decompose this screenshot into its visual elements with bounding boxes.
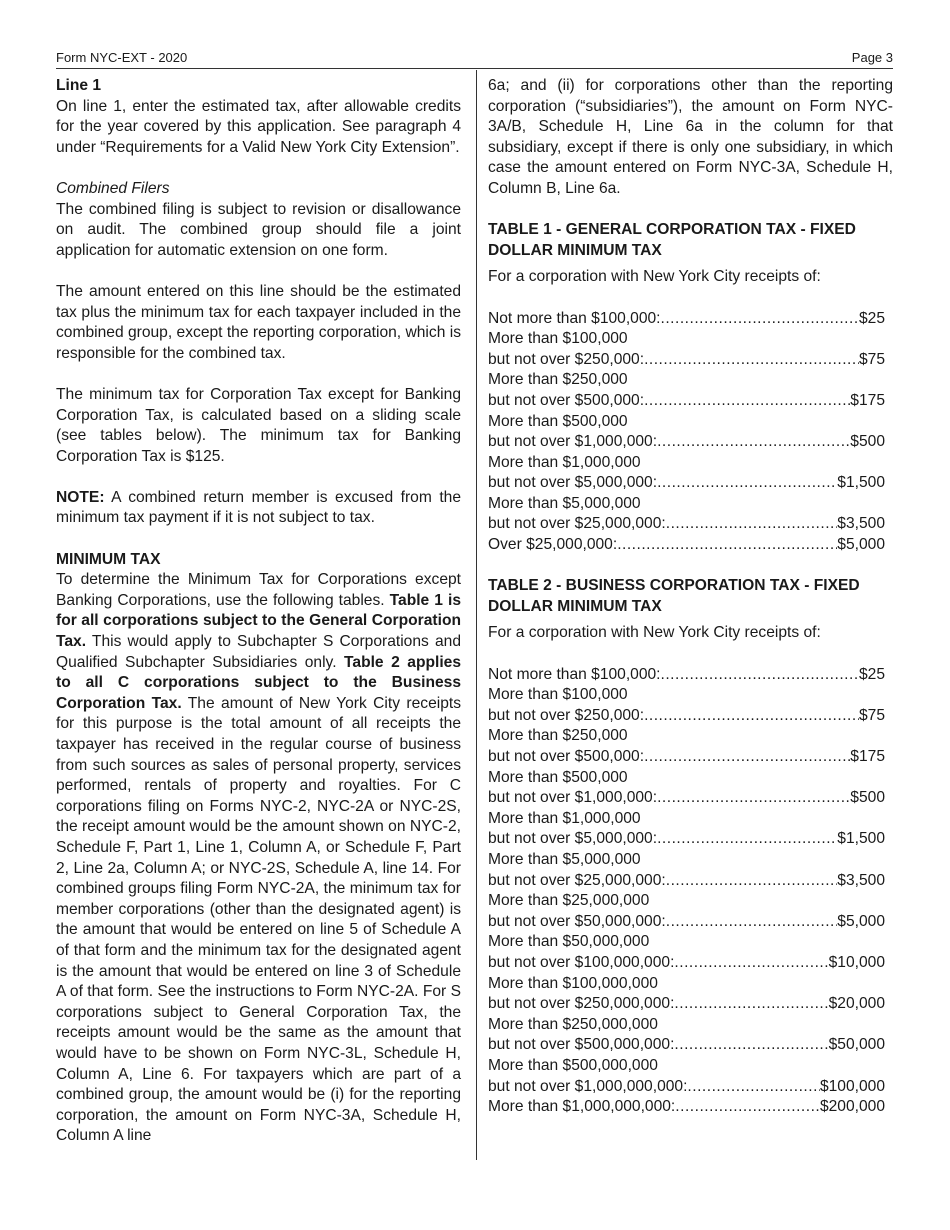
table2-row: [488, 912, 885, 933]
combined-filers-text: The combined filing is subject to revision or disallowance on audit. The combined group should file a joint application for automatic extension on one form.: [56, 200, 461, 259]
table2-row-label: but not over $50,000,000:: [488, 912, 666, 930]
table1-intro: For a corporation with New York City receipts of:: [488, 268, 821, 286]
minimum-tax-heading: MINIMUM TAX: [56, 550, 161, 568]
table2-row-value: $500: [850, 789, 885, 807]
dot-leader: [674, 994, 828, 1015]
table1-row-value: $1,500: [837, 474, 885, 492]
table2-row-value: $100,000: [819, 1077, 885, 1095]
mintax-part2: This would apply to Subchapter S Corporations and Qualified Subchapter Subsidiaries only.: [56, 633, 461, 671]
table2-row: [488, 953, 885, 974]
table2-range-start: More than $500,000,000: [488, 1056, 658, 1074]
note-label: NOTE:: [56, 488, 105, 506]
form-id: Form NYC-EXT - 2020: [56, 50, 188, 65]
table1-range-start: More than $500,000: [488, 412, 628, 430]
table2-range-start: More than $1,000,000: [488, 809, 641, 827]
table1-row-value: $500: [850, 433, 885, 451]
table2-row-value: $75: [858, 706, 885, 724]
table2-row-value: $10,000: [828, 953, 885, 971]
dot-leader: [674, 953, 828, 974]
amount-paragraph: The amount entered on this line should be the estimated tax plus the minimum tax for each taxpayer included in the combined group, except the reporting corporation, which is responsible for the combined tax.: [56, 282, 461, 362]
dot-leader: [617, 535, 837, 556]
table2-row-label: but not over $250,000,000:: [488, 995, 675, 1013]
table1-row-value: $175: [850, 391, 885, 409]
table2-row-value: $5,000: [837, 912, 885, 930]
table2-row-value: $1,500: [837, 830, 885, 848]
table1-range-start: More than $1,000,000: [488, 453, 641, 471]
table1-row: [488, 535, 885, 556]
dot-leader: [644, 706, 859, 727]
left-column: [56, 76, 461, 1147]
table2-row-value: $3,500: [837, 871, 885, 889]
table1-row-value: $75: [858, 350, 885, 368]
table1-row-label: but not over $500,000:: [488, 391, 645, 409]
table1-row: [488, 391, 885, 412]
table2-row-value: $20,000: [828, 995, 885, 1013]
table2-row-label: but not over $100,000,000:: [488, 953, 675, 971]
table2-range-start: More than $250,000,000: [488, 1015, 658, 1033]
dot-leader: [657, 788, 850, 809]
table2-row-value: $175: [850, 748, 885, 765]
table2-title: TABLE 2 - BUSINESS CORPORATION TAX - FIXED DOLLAR MINIMUM TAX: [488, 577, 860, 615]
table2-row: [488, 1097, 885, 1118]
mintax-part3: The amount of New York City receipts for this purpose is the total amount of all receipts the taxpayer has received in the regular course of business from such sources as sales of personal property, services performed, rentals of property and royalties. For C corporations filing on Forms NYC-2, NYC-2A or NYC-2S, the receipt amount would be the amount shown on NYC-2, Schedule F, Part 1, Line 1, Column A, or Schedule F, Part 2, Line 2a, Column A; or NYC-2S, Schedule A, line 14. For combined groups filing Form NYC-2A, the minimum tax for member corporations (other than the designated agent) is the amount that would be entered on line 5 of Schedule A of that form and the minimum tax for the designated agent is the amount that would be entered on line 3 of Schedule A of that form. See the instructions to Form NYC-2A. For S corporations subject to General Corporation Tax, the receipts amount would be the same as the amount that would have to be shown on Form NYC-3L, Schedule H, Column A, Line 6. For taxpayers which are part of a combined group, the amount would be (i) for the reporting corporation, the amount on Form NYC-3A, Schedule H, Column A line: [56, 694, 462, 1145]
dot-leader: [644, 350, 859, 371]
table2-row-label: More than $1,000,000,000:: [488, 1098, 676, 1116]
minimum-tax-paragraph: The minimum tax for Corporation Tax except for Banking Corporation Tax, is calculated based on a sliding scale (see tables below). The minimum tax for Banking Corporation Tax is $125.: [56, 385, 461, 465]
table2-range-start: More than $250,000: [488, 727, 628, 745]
table2-row: [488, 788, 885, 809]
table2-row-label: but not over $1,000,000,000:: [488, 1077, 688, 1095]
dot-leader: [661, 309, 859, 330]
mintax-bold2: Table 2 applies to all C corporations subject to the Business Corporation Tax.: [56, 653, 462, 712]
table1-row: [488, 350, 885, 371]
table1-row: [488, 309, 885, 330]
dot-leader: [666, 871, 838, 892]
table1-row-label: Over $25,000,000:: [488, 536, 618, 554]
table2-row: [488, 1077, 885, 1098]
table2-intro: For a corporation with New York City receipts of:: [488, 624, 821, 642]
table2-row-label: Not more than $100,000:: [488, 665, 661, 683]
dot-leader: [675, 1097, 820, 1118]
dot-leader: [661, 665, 859, 686]
table1-row-label: Not more than $100,000:: [488, 309, 661, 327]
continuation-text: 6a; and (ii) for corporations other than the reporting corporation (“subsidiaries”), the amount on Form NYC-3A/B, Schedule H, Line 6a in the column for that subsidiary, except if there is only one subsidiary, in which case the amount entered on Form NYC-3A, Schedule H, Column B, Line 6a.: [488, 77, 893, 197]
note-text: A combined return member is excused from the minimum tax payment if it is not subject to tax.: [56, 488, 461, 527]
table2-row-value: $200,000: [819, 1098, 885, 1116]
dot-leader: [666, 514, 838, 535]
table1-row: [488, 514, 885, 535]
combined-filers-heading: Combined Filers: [56, 179, 170, 197]
page-number: Page 3: [851, 50, 893, 65]
table1-row-value: $3,500: [837, 515, 885, 533]
table2-row-label: but not over $25,000,000:: [488, 871, 666, 889]
table2-row-label: but not over $5,000,000:: [488, 830, 658, 848]
mintax-part1: To determine the Minimum Tax for Corporations except Banking Corporations, use the following tables.: [56, 571, 461, 609]
table2-row: [488, 829, 885, 850]
table2-row: [488, 706, 885, 727]
table2-range-start: More than $500,000: [488, 768, 628, 786]
table2-range-start: More than $50,000,000: [488, 933, 650, 951]
table2-row-label: but not over $500,000:: [488, 748, 645, 765]
table1-row: [488, 432, 885, 453]
dot-leader: [657, 829, 837, 850]
dot-leader: [674, 1035, 828, 1056]
minimum-tax-body: [56, 570, 461, 1147]
table2-row-value: $50,000: [828, 1036, 885, 1054]
table2-range-start: More than $25,000,000: [488, 892, 650, 910]
dot-leader: [644, 747, 850, 768]
table2-row-label: but not over $500,000,000:: [488, 1036, 675, 1054]
dot-leader: [657, 473, 837, 494]
table1-row-label: but not over $25,000,000:: [488, 515, 666, 533]
dot-leader: [657, 432, 850, 453]
table2: [488, 665, 893, 1118]
table2-row: [488, 665, 885, 686]
table1-row-label: but not over $250,000:: [488, 350, 645, 368]
mintax-bold1: Table 1 is for all corporations subject to the General Corporation Tax.: [56, 591, 461, 651]
line1-heading: Line 1: [56, 77, 102, 94]
table2-row-label: but not over $250,000:: [488, 706, 645, 724]
dot-leader: [666, 912, 838, 933]
table2-range-start: More than $100,000: [488, 686, 628, 704]
table2-row: [488, 994, 885, 1015]
table2-row-value: $25: [858, 665, 885, 683]
table2-row: [488, 1035, 885, 1056]
page-header: [56, 50, 893, 69]
table1-row-value: $25: [858, 309, 885, 327]
note-paragraph: [56, 488, 461, 529]
line1-text: On line 1, enter the estimated tax, after allowable credits for the year covered by this application. See paragraph 4 under “Requirements for a Valid New York City Extension”.: [56, 97, 461, 156]
column-divider: [476, 70, 477, 1160]
table1: [488, 309, 893, 556]
table1-range-start: More than $100,000: [488, 330, 628, 348]
table2-row-label: but not over $1,000,000:: [488, 789, 658, 807]
right-column: [488, 76, 893, 1118]
table1-range-start: More than $5,000,000: [488, 494, 641, 512]
dot-leader: [687, 1077, 820, 1098]
table1-range-start: More than $250,000: [488, 371, 628, 389]
dot-leader: [644, 391, 850, 412]
table1-title: TABLE 1 - GENERAL CORPORATION TAX - FIXED DOLLAR MINIMUM TAX: [488, 221, 856, 259]
table1-row-value: $5,000: [837, 536, 885, 554]
table2-range-start: More than $5,000,000: [488, 850, 641, 868]
table1-row: [488, 473, 885, 494]
table1-row-label: but not over $5,000,000:: [488, 474, 658, 492]
table2-range-start: More than $100,000,000: [488, 974, 658, 992]
table1-row-label: but not over $1,000,000:: [488, 433, 658, 451]
table2-row: [488, 871, 885, 892]
table2-row: [488, 747, 885, 768]
